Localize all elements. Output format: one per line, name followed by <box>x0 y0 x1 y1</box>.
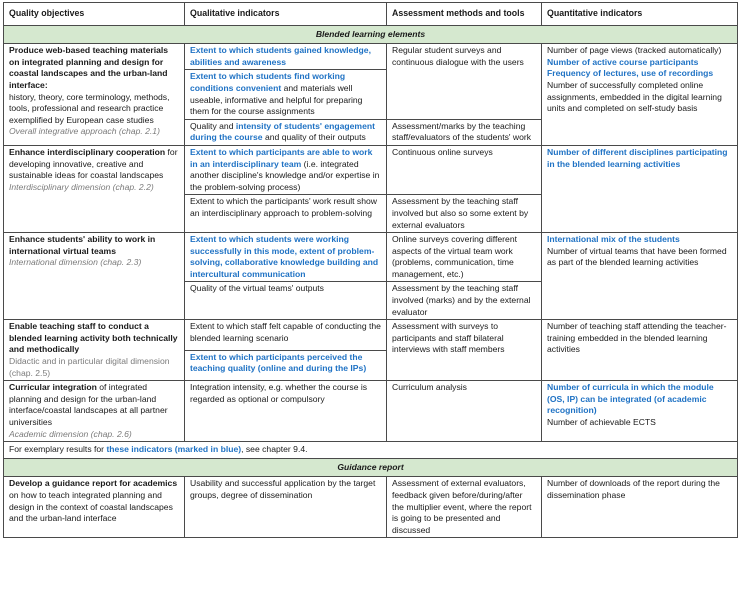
table-row <box>4 381 738 442</box>
assessment-cell <box>387 119 542 145</box>
qualitative-indicator-blue: Extent to which students gained knowledge, abilities and awareness <box>190 45 371 67</box>
assessment-text: Assessment by the teaching staff involved but also so some extent by external evaluators <box>392 196 529 230</box>
header-quality-objectives: Quality objectives <box>4 3 185 26</box>
objective-reference: Interdisciplinary dimension (chap. 2.2) <box>9 181 154 192</box>
objective-text: on how to teach integrated planning and design in the context of coastal landscapes and the urban-land interface <box>9 489 173 524</box>
quantitative-indicator-blue: International mix of the students <box>547 234 680 245</box>
qualitative-cell <box>185 70 387 119</box>
objective-cell <box>4 381 185 442</box>
qualitative-cell <box>185 233 387 282</box>
qualitative-indicator-blue: intensity of students' engagement during the course <box>190 120 375 143</box>
objective-cell <box>4 233 185 320</box>
objective-reference: International dimension (chap. 2.3) <box>9 257 142 268</box>
footnote-cell <box>4 442 738 459</box>
quantitative-cell <box>542 233 738 320</box>
objective-text: for developing innovative, creative and sustainable ideas for coastal landscapes <box>9 146 178 181</box>
qualitative-indicator-blue: Extent to which students find working conditions convenient <box>190 71 346 93</box>
objective-reference: Didactic and in particular digital dimension <box>9 356 170 367</box>
objective-title: Enable teaching staff to conduct a blended learning activity both technically and methodically <box>9 321 178 355</box>
quantitative-cell <box>542 145 738 232</box>
qualitative-indicator-blue: Extent to which participants perceived the teaching quality (online and during the IPs) <box>190 351 367 374</box>
footnote-text: For exemplary results for <box>9 444 107 455</box>
qualitative-text: (i.e. integrated another discipline's knowledge and/or expertise in the problem-solving process) <box>190 158 380 192</box>
qualitative-text: Usability and successful application by the target groups, degree of dissemination <box>190 478 376 500</box>
qualitative-cell <box>185 350 387 380</box>
assessment-cell <box>387 195 542 233</box>
objective-reference: Overall integrative approach (chap. 2.1) <box>9 126 160 137</box>
quantitative-text: Number of successfully completed online assignments, embedded in the digital learning units and completed on self-study basis <box>547 79 722 114</box>
assessment-cell <box>387 44 542 120</box>
qualitative-cell <box>185 119 387 145</box>
table-row <box>4 320 738 350</box>
assessment-text: Curriculum analysis <box>392 382 467 393</box>
qualitative-text: Integration intensity, e.g. whether the course is regarded as optional or compulsory <box>190 382 368 404</box>
objective-title: Enhance students' ability to work in international virtual teams <box>9 234 156 256</box>
qualitative-cell <box>185 44 387 70</box>
objective-reference-chapter: (chap. 2.5) <box>9 367 51 378</box>
quantitative-cell <box>542 477 738 538</box>
quantitative-text: Number of downloads of the report during the dissemination phase <box>547 478 720 500</box>
assessment-text: Online surveys covering different aspects of the virtual team work (problems, communication, time management, etc.) <box>392 234 517 279</box>
assessment-text: Regular student surveys and continuous dialogue with the users <box>392 45 524 67</box>
qualitative-text: Extent to which the participants' work result show an interdisciplinary approach to problem-solving <box>190 196 377 218</box>
objective-title: Curricular integration <box>9 382 97 393</box>
assessment-cell <box>387 233 542 282</box>
quantitative-indicator-blue: Number of curricula in which the module (OS, IP) can be integrated (of academic recognition) <box>547 382 714 416</box>
quantitative-text: Number of achievable ECTS <box>547 417 656 427</box>
qualitative-cell <box>185 145 387 194</box>
table-row <box>4 145 738 194</box>
objective-title: Produce web-based teaching materials on integrated planning and design for coastal landscapes and the urban-land interface: <box>9 45 169 90</box>
qualitative-text: Quality and <box>190 120 236 131</box>
quantitative-text: Number of page views (tracked automatically) <box>547 45 722 56</box>
assessment-text: Assessment of external evaluators, feedback given before/during/after the multiplier event, where the report is going to be presented and discussed <box>392 478 532 535</box>
qualitative-cell <box>185 282 387 320</box>
qualitative-text: and materials well useable, informative and helpful for preparing them for the course assignments <box>190 82 363 117</box>
table-header-row <box>4 3 738 26</box>
qualitative-indicator-blue: Extent to which participants are able to work in an interdisciplinary team <box>190 146 373 169</box>
quantitative-text: Number of teaching staff attending the teacher-training embedded in the blended learning activities <box>547 321 727 355</box>
quantitative-indicator-blue: Number of different disciplines participating in the blended learning activities <box>547 146 728 169</box>
assessment-cell <box>387 282 542 320</box>
qualitative-cell <box>185 477 387 538</box>
header-quantitative-indicators: Quantitative indicators <box>542 3 738 26</box>
objective-text: of integrated planning and design for the urban-land interface/coastal landscapes at all partner universities <box>9 382 168 427</box>
assessment-cell <box>387 381 542 442</box>
objective-cell <box>4 320 185 381</box>
qualitative-indicator-blue: Extent to which students were working successfully in this mode, extent of problem-solving, collaborative knowledge building and intercultural communication <box>190 234 379 279</box>
qualitative-text: Quality of the virtual teams' outputs <box>190 283 324 294</box>
assessment-text: Assessment by the teaching staff involved (marks) and by the external evaluator <box>392 283 531 317</box>
quantitative-cell <box>542 381 738 442</box>
objective-title: Enhance interdisciplinary cooperation <box>9 146 166 157</box>
quantitative-cell <box>542 44 738 146</box>
objective-cell <box>4 477 185 538</box>
section-band-blended <box>4 25 738 44</box>
quantitative-text: Number of virtual teams that have been formed as part of the blended learning activities <box>547 245 727 268</box>
footnote-text: , see chapter 9.4. <box>241 444 308 455</box>
qualitative-text: and quality of their outputs <box>262 132 366 143</box>
qualitative-cell <box>185 320 387 350</box>
assessment-cell <box>387 145 542 194</box>
header-qualitative-indicators: Qualitative indicators <box>185 3 387 26</box>
table-row <box>4 477 738 538</box>
objective-cell <box>4 44 185 146</box>
assessment-text: Assessment with surveys to participants and staff bilateral interviews with staff members <box>392 321 505 355</box>
objective-text: history, theory, core terminology, methods, tools, professional and research practice exemplified by European case studies <box>9 91 170 125</box>
objective-reference: Academic dimension (chap. 2.6) <box>9 428 132 439</box>
quantitative-cell <box>542 320 738 381</box>
section-title-blended: Blended learning elements <box>4 25 738 44</box>
footnote-highlight: these indicators (marked in blue) <box>106 444 242 455</box>
table-row <box>4 44 738 70</box>
quantitative-indicator-blue: Number of active course participants Frequency of lectures, use of recordings <box>547 56 714 79</box>
table-row <box>4 233 738 282</box>
quality-indicators-table <box>3 2 738 538</box>
objective-title: Develop a guidance report for academics <box>9 478 178 489</box>
qualitative-cell <box>185 195 387 233</box>
header-assessment-methods: Assessment methods and tools <box>387 3 542 26</box>
assessment-cell <box>387 477 542 538</box>
qualitative-text: Extent to which staff felt capable of conducting the blended learning scenario <box>190 321 381 343</box>
qualitative-cell <box>185 381 387 442</box>
footnote-row <box>4 442 738 459</box>
assessment-cell <box>387 320 542 381</box>
section-title-guidance: Guidance report <box>4 458 738 477</box>
objective-cell <box>4 145 185 232</box>
assessment-text: Assessment/marks by the teaching staff/evaluators of the students' work <box>392 120 532 143</box>
assessment-text: Continuous online surveys <box>392 146 493 157</box>
section-band-guidance <box>4 458 738 477</box>
